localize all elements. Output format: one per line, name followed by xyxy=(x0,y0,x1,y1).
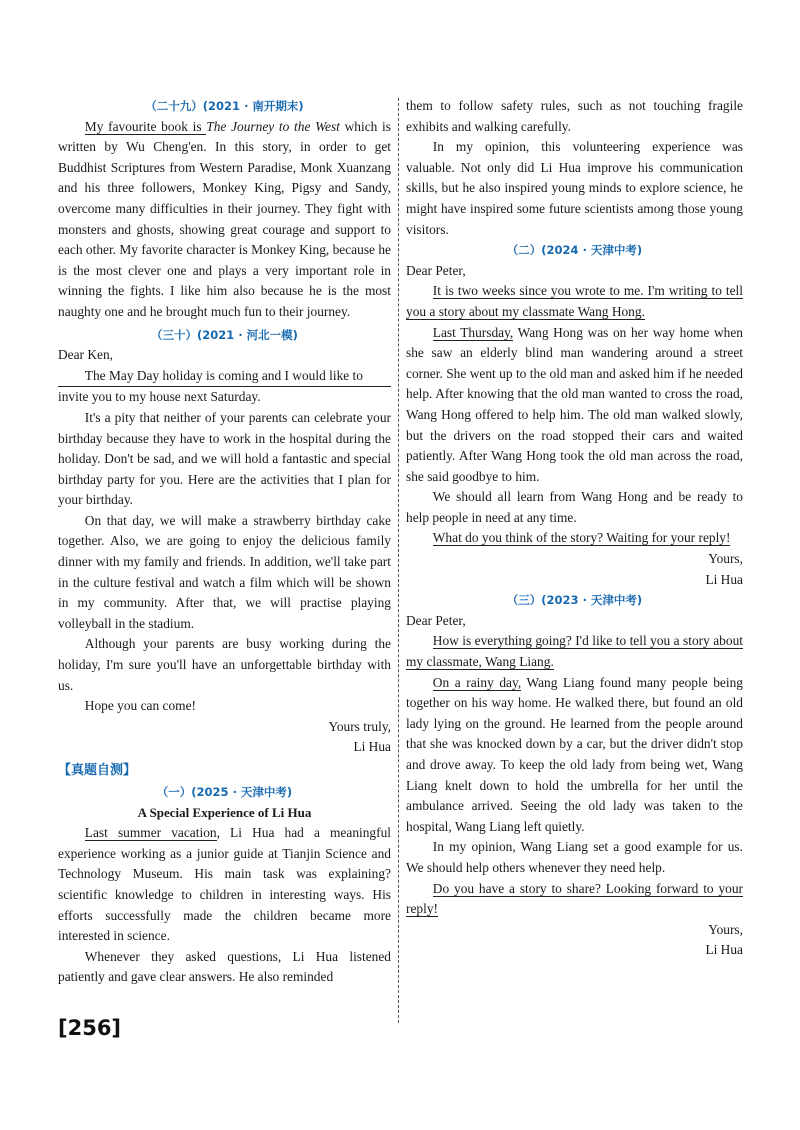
paragraph-text: Wang Liang found many people being together on his way home. He walked there, but found an old lady lying on the ground. He learned from the people around that she was knocked down by a car, but the driver didn't stop and drove away. To keep the old lady from being wet, Wang Liang knelt down to hold the umbrella for her until the ambulance arrived. Seeing the old lady was taken to the hospital, Wang Liang left quietly. xyxy=(406,674,743,834)
article-title: A Special Experience of Li Hua xyxy=(137,804,312,820)
letter-opening xyxy=(406,281,743,322)
paragraph-text: , Li Hua had a meaningful experience working as a junior guide at Tianjin Science and Technology Museum. His main task was explaining? scientific knowledge to children in interesting ways. His efforts successfully made the children became more interested in science. xyxy=(58,825,392,944)
letter-paragraph: On that day, we will make a strawberry birthday cake together. Also, we are going to enjoy the delicious family dinner with my family and friends. In addition, we'll take part in the culture festival and watch a film which will be shown in my community. After that, we will practise playing volleyball in the stadium. xyxy=(58,512,391,631)
letter-closing: Yours truly, xyxy=(328,718,391,734)
section-title: 【真题自测】 xyxy=(58,763,137,778)
letter-opening xyxy=(58,366,391,408)
underlined-sentence: How is everything going? I'd like to tell you a story about my classmate, Wang Liang. xyxy=(406,633,743,670)
column-divider xyxy=(398,98,399,1023)
letter-paragraph: In my opinion, Wang Liang set a good example for us. We should help others whenever they need help. xyxy=(406,839,743,875)
book-title: The Journey to the West xyxy=(206,118,340,134)
letter-ending xyxy=(406,528,743,549)
test-1-heading: （一）(2025 · 天津中考) xyxy=(156,785,293,799)
letter-signature: Li Hua xyxy=(353,739,391,755)
letter-ending xyxy=(406,879,743,920)
letter-paragraph xyxy=(406,673,743,838)
letter-paragraph: It's a pity that neither of your parents can celebrate your birthday because they have to work in the hospital during the holiday. Don't be sad, and we will hold a fantastic and special birthday party for you. Here are the activities that I plan for your birthday. xyxy=(58,409,391,508)
letter-paragraph xyxy=(406,323,743,488)
article-paragraph: In my opinion, this volunteering experience was valuable. Not only did Li Hua improve his communication skills, but he also inspired young minds to explore science, he might have inspired some future scientists among those young visitors. xyxy=(406,139,743,237)
left-column xyxy=(58,96,391,988)
test-3-heading: （三）(2023 · 天津中考) xyxy=(506,593,643,608)
paragraph-text: which is written by Wu Cheng'en. In this story, in order to get Buddhist Scriptures from Western Paradise, Monk Xuanzang and his three followers, Monkey King, Pigsy and Sandy, overcome many difficulties in their journey. They fight with monsters and ghosts, showing great courage and support to each other. My favorite character is Monkey King, because he is the most clever one and plays a very important role in winning the fights. I like him also because he is the most naughty one and he brought much fun to their journey. xyxy=(58,118,391,319)
letter-greeting: Dear Peter, xyxy=(406,262,466,278)
letter-paragraph: Hope you can come! xyxy=(84,698,196,714)
underlined-phrase: Last summer vacation xyxy=(84,825,217,841)
letter-signature: Li Hua xyxy=(705,571,743,587)
section-29-heading: （二十九）(2021 · 南开期末) xyxy=(145,99,304,113)
underlined-phrase: Last Thursday, xyxy=(432,324,514,340)
letter-paragraph: Although your parents are busy working during the holiday, I'm sure you'll have an unforgettable birthday with us. xyxy=(58,636,391,693)
article-paragraph xyxy=(58,823,391,947)
letter-paragraph: We should all learn from Wang Hong and be ready to help people in need at any time. xyxy=(406,489,743,525)
right-column xyxy=(406,96,743,961)
letter-opening xyxy=(406,631,743,672)
page-number: [256] xyxy=(58,1016,122,1040)
letter-closing: Yours, xyxy=(708,551,743,567)
paragraph-text: invite you to my house next Saturday. xyxy=(58,389,261,405)
article-paragraph: Whenever they asked questions, Li Hua listened patiently and gave clear answers. He also reminded xyxy=(58,948,391,985)
underlined-phrase: My favourite book is xyxy=(84,118,207,134)
letter-greeting: Dear Peter, xyxy=(406,612,466,628)
underlined-sentence: The May Day holiday is coming and I would like to xyxy=(58,366,391,388)
letter-closing: Yours, xyxy=(708,921,743,937)
underlined-sentence: What do you think of the story? Waiting for your reply! xyxy=(432,530,731,546)
underlined-phrase: On a rainy day, xyxy=(432,674,522,690)
test-2-heading: （二）(2024 · 天津中考) xyxy=(506,243,643,258)
underlined-sentence: Do you have a story to share? Looking forward to your reply! xyxy=(406,880,743,917)
paragraph-text: Wang Hong was on her way home when she saw an elderly blind man wandering around a street corner. She went up to the old man and asked him if he needed help. After knowing that the old man wanted to cross the road, Wang Hong offered to help him. The old man walked slowly, but the drivers on the road stopped their cars and waited patiently. After Wang Hong took the old man across the road, she said goodbye to him. xyxy=(406,324,743,484)
section-29-paragraph xyxy=(58,117,391,323)
underlined-sentence: It is two weeks since you wrote to me. I'm writing to tell you a story about my classmate Wang Hong. xyxy=(406,283,743,319)
article-paragraph-continued: them to follow safety rules, such as not touching fragile exhibits and walking carefully. xyxy=(406,98,743,134)
letter-signature: Li Hua xyxy=(705,942,743,958)
section-30-heading: （三十）(2021 · 河北一模) xyxy=(151,327,298,342)
letter-greeting: Dear Ken, xyxy=(58,347,114,363)
